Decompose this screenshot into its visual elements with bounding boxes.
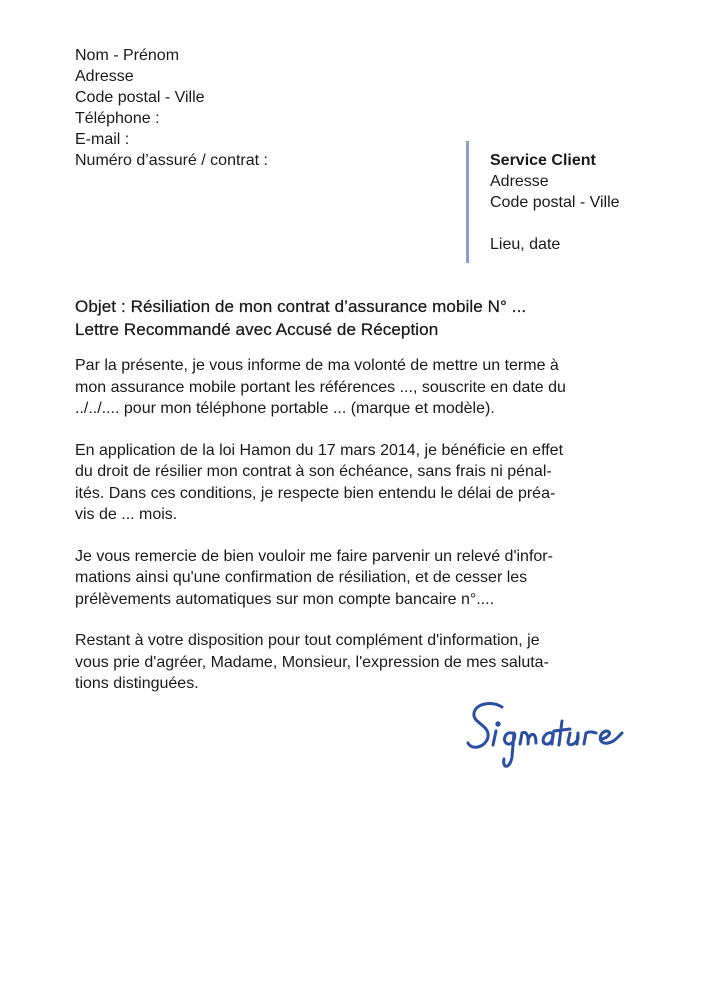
recipient-city: Code postal - Ville [490, 194, 620, 211]
sender-name: Nom - Prénom [75, 47, 180, 64]
subject-block [75, 295, 526, 341]
registered-mail-line: Lettre Recommandé avec Accusé de Réception [75, 320, 439, 339]
signature-scribble-icon [462, 695, 637, 780]
text-line: vous prie d'agréer, Madame, Monsieur, l'expression de mes saluta- [75, 653, 549, 671]
text-line: Restant à votre disposition pour tout complément d'information, je [75, 632, 540, 649]
text-line: En application de la loi Hamon du 17 mars 2014, je bénéficie en effet [75, 441, 564, 459]
text-line: du droit de résilier mon contrat à son échéance, sans frais ni pénal- [75, 463, 552, 480]
sender-email: E-mail : [75, 131, 130, 148]
paragraph-closing [75, 630, 665, 695]
text-line: ités. Dans ces conditions, je respecte bien entendu le délai de préa- [75, 484, 556, 502]
sender-contract-number: Numéro d’assuré / contrat : [75, 152, 268, 169]
sender-city: Code postal - Ville [75, 89, 205, 106]
paragraph-request [75, 546, 665, 611]
spacer [490, 213, 620, 234]
text-line: mon assurance mobile portant les références ..., souscrite en date du [75, 378, 566, 396]
text-line: vis de ... mois. [75, 506, 178, 523]
sender-phone: Téléphone : [75, 110, 160, 127]
text-line: Par la présente, je vous informe de ma volonté de mettre un terme à [75, 357, 559, 374]
subject-line: Objet : Résiliation de mon contrat d’assurance mobile N° ... [75, 297, 527, 316]
recipient-divider [466, 141, 469, 263]
recipient-address: Adresse [490, 173, 549, 190]
paragraph-legal [75, 440, 665, 526]
letter-body [75, 355, 665, 715]
recipient-block [490, 150, 620, 255]
sender-block [75, 45, 268, 171]
text-line: mations ainsi qu'une confirmation de résiliation, et de cesser les [75, 569, 528, 586]
text-line: prélèvements automatiques sur mon compte bancaire n°.... [75, 590, 495, 608]
text-line: tions distinguées. [75, 675, 199, 692]
text-line: ../../.... pour mon téléphone portable ... (marque et modèle). [75, 400, 495, 417]
recipient-name: Service Client [490, 152, 596, 169]
paragraph-intro [75, 355, 665, 420]
place-date: Lieu, date [490, 236, 561, 253]
signature [462, 695, 637, 780]
text-line: Je vous remercie de bien vouloir me faire parvenir un relevé d'infor- [75, 547, 553, 565]
sender-address: Adresse [75, 68, 134, 85]
